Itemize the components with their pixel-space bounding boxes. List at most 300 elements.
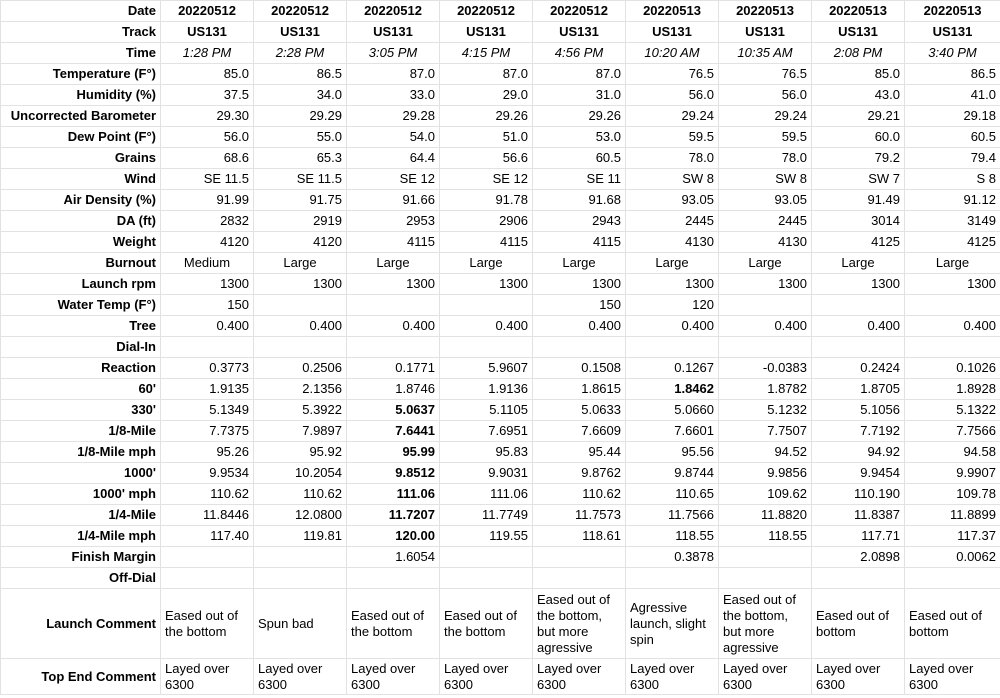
cell[interactable]: Layed over 6300 xyxy=(440,659,533,695)
cell[interactable]: 1.9135 xyxy=(161,379,254,400)
cell[interactable]: SE 11 xyxy=(533,169,626,190)
cell[interactable]: 60.5 xyxy=(533,148,626,169)
cell[interactable] xyxy=(347,337,440,358)
cell[interactable]: 9.9534 xyxy=(161,463,254,484)
cell[interactable]: 11.7566 xyxy=(626,505,719,526)
row-label[interactable]: 60' xyxy=(1,379,161,400)
cell[interactable]: 2919 xyxy=(254,211,347,232)
cell[interactable]: -0.0383 xyxy=(719,358,812,379)
cell[interactable]: 56.6 xyxy=(440,148,533,169)
cell[interactable]: 91.12 xyxy=(905,190,1000,211)
cell[interactable]: US131 xyxy=(440,22,533,43)
cell[interactable]: 95.83 xyxy=(440,442,533,463)
cell[interactable]: SW 8 xyxy=(719,169,812,190)
cell[interactable]: Large xyxy=(440,253,533,274)
cell[interactable]: 43.0 xyxy=(812,85,905,106)
cell[interactable] xyxy=(533,547,626,568)
cell[interactable]: Large xyxy=(347,253,440,274)
cell[interactable]: 4:56 PM xyxy=(533,43,626,64)
cell[interactable]: 2943 xyxy=(533,211,626,232)
cell[interactable]: 5.1349 xyxy=(161,400,254,421)
cell[interactable]: 4:15 PM xyxy=(440,43,533,64)
cell[interactable]: 76.5 xyxy=(719,64,812,85)
cell[interactable]: 10:35 AM xyxy=(719,43,812,64)
row-label[interactable]: Launch Comment xyxy=(1,589,161,659)
row-label[interactable]: Reaction xyxy=(1,358,161,379)
cell[interactable] xyxy=(905,337,1000,358)
cell[interactable] xyxy=(254,568,347,589)
cell[interactable]: 118.55 xyxy=(626,526,719,547)
cell[interactable] xyxy=(440,337,533,358)
cell[interactable]: 95.26 xyxy=(161,442,254,463)
cell[interactable]: 2832 xyxy=(161,211,254,232)
cell[interactable]: US131 xyxy=(719,22,812,43)
row-label[interactable]: Off-Dial xyxy=(1,568,161,589)
cell[interactable] xyxy=(812,295,905,316)
cell[interactable]: 93.05 xyxy=(719,190,812,211)
cell[interactable]: 1300 xyxy=(347,274,440,295)
cell[interactable]: 0.400 xyxy=(533,316,626,337)
cell[interactable]: 4125 xyxy=(812,232,905,253)
cell[interactable]: 118.55 xyxy=(719,526,812,547)
cell[interactable]: 60.5 xyxy=(905,127,1000,148)
cell[interactable]: US131 xyxy=(254,22,347,43)
cell[interactable]: Agressive launch, slight spin xyxy=(626,589,719,659)
cell[interactable]: 11.8446 xyxy=(161,505,254,526)
cell[interactable]: 95.92 xyxy=(254,442,347,463)
cell[interactable]: 51.0 xyxy=(440,127,533,148)
cell[interactable]: 29.21 xyxy=(812,106,905,127)
cell[interactable]: 0.0062 xyxy=(905,547,1000,568)
cell[interactable]: 91.68 xyxy=(533,190,626,211)
cell[interactable]: 2953 xyxy=(347,211,440,232)
cell[interactable]: 29.30 xyxy=(161,106,254,127)
cell[interactable]: 4125 xyxy=(905,232,1000,253)
cell[interactable]: 117.37 xyxy=(905,526,1000,547)
cell[interactable]: 109.62 xyxy=(719,484,812,505)
cell[interactable]: US131 xyxy=(161,22,254,43)
row-label[interactable]: Dew Point (F°) xyxy=(1,127,161,148)
cell[interactable]: 20220512 xyxy=(533,1,626,22)
cell[interactable]: Layed over 6300 xyxy=(905,659,1000,695)
cell[interactable]: 2906 xyxy=(440,211,533,232)
cell[interactable]: 86.5 xyxy=(905,64,1000,85)
cell[interactable]: Large xyxy=(254,253,347,274)
cell[interactable] xyxy=(626,568,719,589)
cell[interactable]: US131 xyxy=(905,22,1000,43)
cell[interactable]: 9.9454 xyxy=(812,463,905,484)
cell[interactable]: Layed over 6300 xyxy=(254,659,347,695)
cell[interactable]: 0.1026 xyxy=(905,358,1000,379)
cell[interactable]: 111.06 xyxy=(347,484,440,505)
cell[interactable] xyxy=(254,337,347,358)
cell[interactable]: Eased out of the bottom, but more agressive xyxy=(719,589,812,659)
cell[interactable]: 117.71 xyxy=(812,526,905,547)
cell[interactable]: SE 12 xyxy=(347,169,440,190)
cell[interactable]: 5.1056 xyxy=(812,400,905,421)
cell[interactable]: 5.3922 xyxy=(254,400,347,421)
row-label[interactable]: Track xyxy=(1,22,161,43)
cell[interactable]: 118.61 xyxy=(533,526,626,547)
cell[interactable]: 5.1232 xyxy=(719,400,812,421)
cell[interactable]: 29.24 xyxy=(626,106,719,127)
cell[interactable]: 1300 xyxy=(905,274,1000,295)
cell[interactable]: 5.0637 xyxy=(347,400,440,421)
cell[interactable]: 31.0 xyxy=(533,85,626,106)
cell[interactable]: 93.05 xyxy=(626,190,719,211)
cell[interactable]: 68.6 xyxy=(161,148,254,169)
cell[interactable]: 150 xyxy=(161,295,254,316)
cell[interactable]: 91.78 xyxy=(440,190,533,211)
cell[interactable]: SE 11.5 xyxy=(254,169,347,190)
cell[interactable]: 111.06 xyxy=(440,484,533,505)
cell[interactable]: Spun bad xyxy=(254,589,347,659)
cell[interactable]: Layed over 6300 xyxy=(161,659,254,695)
cell[interactable]: 64.4 xyxy=(347,148,440,169)
cell[interactable]: 10.2054 xyxy=(254,463,347,484)
cell[interactable] xyxy=(254,295,347,316)
cell[interactable]: 7.6441 xyxy=(347,421,440,442)
row-label[interactable]: 1000' mph xyxy=(1,484,161,505)
cell[interactable]: 110.62 xyxy=(533,484,626,505)
row-label[interactable]: Dial-In xyxy=(1,337,161,358)
cell[interactable]: 29.26 xyxy=(533,106,626,127)
cell[interactable]: 1.8782 xyxy=(719,379,812,400)
cell[interactable]: 7.7507 xyxy=(719,421,812,442)
cell[interactable]: 2.1356 xyxy=(254,379,347,400)
cell[interactable]: 0.1267 xyxy=(626,358,719,379)
cell[interactable]: 87.0 xyxy=(347,64,440,85)
cell[interactable]: 7.9897 xyxy=(254,421,347,442)
cell[interactable]: 2445 xyxy=(626,211,719,232)
cell[interactable]: Large xyxy=(626,253,719,274)
cell[interactable]: 78.0 xyxy=(626,148,719,169)
cell[interactable]: 12.0800 xyxy=(254,505,347,526)
cell[interactable]: 1300 xyxy=(161,274,254,295)
cell[interactable]: 5.1105 xyxy=(440,400,533,421)
cell[interactable]: 0.400 xyxy=(905,316,1000,337)
row-label[interactable]: 1/4-Mile xyxy=(1,505,161,526)
cell[interactable]: 110.62 xyxy=(254,484,347,505)
cell[interactable]: 20220512 xyxy=(161,1,254,22)
cell[interactable]: 20220513 xyxy=(905,1,1000,22)
cell[interactable]: 3:05 PM xyxy=(347,43,440,64)
cell[interactable]: 37.5 xyxy=(161,85,254,106)
cell[interactable]: 0.400 xyxy=(812,316,905,337)
cell[interactable]: 10:20 AM xyxy=(626,43,719,64)
cell[interactable]: 4130 xyxy=(626,232,719,253)
row-label[interactable]: Launch rpm xyxy=(1,274,161,295)
cell[interactable]: 3014 xyxy=(812,211,905,232)
cell[interactable]: 120.00 xyxy=(347,526,440,547)
cell[interactable]: 20220513 xyxy=(719,1,812,22)
cell[interactable]: 119.55 xyxy=(440,526,533,547)
cell[interactable]: 150 xyxy=(533,295,626,316)
cell[interactable]: 1.9136 xyxy=(440,379,533,400)
cell[interactable]: 2:08 PM xyxy=(812,43,905,64)
row-label[interactable]: Finish Margin xyxy=(1,547,161,568)
cell[interactable]: 11.7573 xyxy=(533,505,626,526)
cell[interactable]: 94.92 xyxy=(812,442,905,463)
cell[interactable]: 117.40 xyxy=(161,526,254,547)
row-label[interactable]: Weight xyxy=(1,232,161,253)
cell[interactable]: 20220512 xyxy=(440,1,533,22)
cell[interactable]: Large xyxy=(812,253,905,274)
cell[interactable]: Eased out of the bottom, but more agressive xyxy=(533,589,626,659)
row-label[interactable]: Uncorrected Barometer xyxy=(1,106,161,127)
cell[interactable]: Layed over 6300 xyxy=(626,659,719,695)
cell[interactable]: 5.1322 xyxy=(905,400,1000,421)
row-label[interactable]: Top End Comment xyxy=(1,659,161,695)
cell[interactable]: 87.0 xyxy=(440,64,533,85)
cell[interactable]: Layed over 6300 xyxy=(347,659,440,695)
cell[interactable]: 5.9607 xyxy=(440,358,533,379)
cell[interactable]: 85.0 xyxy=(812,64,905,85)
cell[interactable]: 2.0898 xyxy=(812,547,905,568)
row-label[interactable]: Water Temp (F°) xyxy=(1,295,161,316)
cell[interactable]: 4130 xyxy=(719,232,812,253)
cell[interactable]: 3149 xyxy=(905,211,1000,232)
cell[interactable]: Eased out of the bottom xyxy=(440,589,533,659)
cell[interactable]: 4120 xyxy=(161,232,254,253)
cell[interactable]: 20220513 xyxy=(812,1,905,22)
cell[interactable] xyxy=(254,547,347,568)
cell[interactable]: 56.0 xyxy=(161,127,254,148)
cell[interactable] xyxy=(440,568,533,589)
cell[interactable]: 110.65 xyxy=(626,484,719,505)
cell[interactable]: 0.2506 xyxy=(254,358,347,379)
cell[interactable]: 59.5 xyxy=(719,127,812,148)
cell[interactable]: 20220513 xyxy=(626,1,719,22)
cell[interactable]: SW 7 xyxy=(812,169,905,190)
cell[interactable]: 9.9907 xyxy=(905,463,1000,484)
cell[interactable]: 65.3 xyxy=(254,148,347,169)
cell[interactable] xyxy=(347,568,440,589)
cell[interactable]: 1300 xyxy=(440,274,533,295)
cell[interactable]: 11.8899 xyxy=(905,505,1000,526)
cell[interactable]: 53.0 xyxy=(533,127,626,148)
cell[interactable]: Medium xyxy=(161,253,254,274)
cell[interactable]: Eased out of bottom xyxy=(905,589,1000,659)
cell[interactable] xyxy=(347,295,440,316)
cell[interactable]: 1.8705 xyxy=(812,379,905,400)
cell[interactable]: 120 xyxy=(626,295,719,316)
cell[interactable]: 29.0 xyxy=(440,85,533,106)
cell[interactable] xyxy=(533,337,626,358)
cell[interactable]: 1300 xyxy=(533,274,626,295)
cell[interactable]: 9.8744 xyxy=(626,463,719,484)
cell[interactable]: 109.78 xyxy=(905,484,1000,505)
cell[interactable]: 87.0 xyxy=(533,64,626,85)
cell[interactable] xyxy=(812,568,905,589)
cell[interactable]: 29.29 xyxy=(254,106,347,127)
cell[interactable]: 0.400 xyxy=(347,316,440,337)
cell[interactable]: 94.52 xyxy=(719,442,812,463)
row-label[interactable]: 330' xyxy=(1,400,161,421)
cell[interactable]: 0.400 xyxy=(626,316,719,337)
cell[interactable]: US131 xyxy=(626,22,719,43)
cell[interactable]: 79.2 xyxy=(812,148,905,169)
cell[interactable]: 29.26 xyxy=(440,106,533,127)
cell[interactable]: 7.7375 xyxy=(161,421,254,442)
cell[interactable]: 9.9031 xyxy=(440,463,533,484)
cell[interactable]: US131 xyxy=(533,22,626,43)
cell[interactable]: S 8 xyxy=(905,169,1000,190)
cell[interactable]: 95.56 xyxy=(626,442,719,463)
cell[interactable] xyxy=(905,295,1000,316)
cell[interactable]: 2445 xyxy=(719,211,812,232)
cell[interactable] xyxy=(626,337,719,358)
row-label[interactable]: Tree xyxy=(1,316,161,337)
cell[interactable]: 5.0660 xyxy=(626,400,719,421)
cell[interactable]: 1300 xyxy=(812,274,905,295)
cell[interactable]: 0.400 xyxy=(440,316,533,337)
cell[interactable]: 9.9856 xyxy=(719,463,812,484)
cell[interactable]: 7.6951 xyxy=(440,421,533,442)
cell[interactable]: 29.18 xyxy=(905,106,1000,127)
cell[interactable] xyxy=(719,568,812,589)
cell[interactable]: 1300 xyxy=(254,274,347,295)
cell[interactable]: 1:28 PM xyxy=(161,43,254,64)
cell[interactable]: 119.81 xyxy=(254,526,347,547)
row-label[interactable]: DA (ft) xyxy=(1,211,161,232)
cell[interactable]: 1300 xyxy=(626,274,719,295)
row-label[interactable]: Time xyxy=(1,43,161,64)
cell[interactable]: 110.190 xyxy=(812,484,905,505)
cell[interactable] xyxy=(440,547,533,568)
cell[interactable]: 78.0 xyxy=(719,148,812,169)
cell[interactable]: 0.400 xyxy=(719,316,812,337)
cell[interactable]: 4115 xyxy=(347,232,440,253)
cell[interactable]: Large xyxy=(719,253,812,274)
cell[interactable]: 0.3773 xyxy=(161,358,254,379)
cell[interactable]: Large xyxy=(905,253,1000,274)
cell[interactable]: 60.0 xyxy=(812,127,905,148)
cell[interactable]: 1.6054 xyxy=(347,547,440,568)
cell[interactable]: Eased out of the bottom xyxy=(347,589,440,659)
cell[interactable]: 2:28 PM xyxy=(254,43,347,64)
cell[interactable]: Eased out of the bottom xyxy=(161,589,254,659)
cell[interactable]: 1.8746 xyxy=(347,379,440,400)
cell[interactable]: 9.8512 xyxy=(347,463,440,484)
cell[interactable]: 11.7749 xyxy=(440,505,533,526)
cell[interactable]: 55.0 xyxy=(254,127,347,148)
cell[interactable]: 95.99 xyxy=(347,442,440,463)
cell[interactable]: Large xyxy=(533,253,626,274)
cell[interactable]: 1.8928 xyxy=(905,379,1000,400)
cell[interactable] xyxy=(719,337,812,358)
row-label[interactable]: Wind xyxy=(1,169,161,190)
row-label[interactable]: Temperature (F°) xyxy=(1,64,161,85)
cell[interactable]: SW 8 xyxy=(626,169,719,190)
cell[interactable]: 1300 xyxy=(719,274,812,295)
cell[interactable]: 41.0 xyxy=(905,85,1000,106)
cell[interactable]: 94.58 xyxy=(905,442,1000,463)
cell[interactable]: 5.0633 xyxy=(533,400,626,421)
cell[interactable]: 33.0 xyxy=(347,85,440,106)
cell[interactable]: 54.0 xyxy=(347,127,440,148)
cell[interactable]: 0.3878 xyxy=(626,547,719,568)
cell[interactable]: 29.28 xyxy=(347,106,440,127)
cell[interactable]: 0.400 xyxy=(254,316,347,337)
cell[interactable]: 7.6609 xyxy=(533,421,626,442)
cell[interactable]: 59.5 xyxy=(626,127,719,148)
cell[interactable]: 0.2424 xyxy=(812,358,905,379)
cell[interactable]: 110.62 xyxy=(161,484,254,505)
cell[interactable]: 3:40 PM xyxy=(905,43,1000,64)
cell[interactable]: US131 xyxy=(812,22,905,43)
cell[interactable]: 29.24 xyxy=(719,106,812,127)
cell[interactable]: 0.400 xyxy=(161,316,254,337)
cell[interactable] xyxy=(719,547,812,568)
cell[interactable]: 11.8387 xyxy=(812,505,905,526)
cell[interactable]: 91.75 xyxy=(254,190,347,211)
cell[interactable]: 0.1508 xyxy=(533,358,626,379)
row-label[interactable]: 1/8-Mile xyxy=(1,421,161,442)
cell[interactable]: 11.7207 xyxy=(347,505,440,526)
cell[interactable]: 76.5 xyxy=(626,64,719,85)
cell[interactable] xyxy=(161,568,254,589)
cell[interactable]: 11.8820 xyxy=(719,505,812,526)
cell[interactable]: Layed over 6300 xyxy=(812,659,905,695)
cell[interactable]: US131 xyxy=(347,22,440,43)
cell[interactable]: 1.8462 xyxy=(626,379,719,400)
cell[interactable]: 4120 xyxy=(254,232,347,253)
cell[interactable]: SE 12 xyxy=(440,169,533,190)
cell[interactable]: 9.8762 xyxy=(533,463,626,484)
cell[interactable]: SE 11.5 xyxy=(161,169,254,190)
cell[interactable]: 20220512 xyxy=(254,1,347,22)
cell[interactable]: 7.6601 xyxy=(626,421,719,442)
cell[interactable] xyxy=(812,337,905,358)
cell[interactable]: Eased out of bottom xyxy=(812,589,905,659)
cell[interactable]: 91.66 xyxy=(347,190,440,211)
cell[interactable]: Layed over 6300 xyxy=(719,659,812,695)
cell[interactable] xyxy=(719,295,812,316)
row-label[interactable]: Humidity (%) xyxy=(1,85,161,106)
cell[interactable]: 56.0 xyxy=(719,85,812,106)
cell[interactable] xyxy=(905,568,1000,589)
cell[interactable]: 79.4 xyxy=(905,148,1000,169)
row-label[interactable]: Grains xyxy=(1,148,161,169)
row-label[interactable]: Air Density (%) xyxy=(1,190,161,211)
cell[interactable]: 56.0 xyxy=(626,85,719,106)
cell[interactable]: 34.0 xyxy=(254,85,347,106)
cell[interactable] xyxy=(161,337,254,358)
cell[interactable]: 95.44 xyxy=(533,442,626,463)
row-label[interactable]: 1/4-Mile mph xyxy=(1,526,161,547)
row-label[interactable]: 1/8-Mile mph xyxy=(1,442,161,463)
cell[interactable]: 85.0 xyxy=(161,64,254,85)
row-label[interactable]: 1000' xyxy=(1,463,161,484)
cell[interactable]: Layed over 6300 xyxy=(533,659,626,695)
cell[interactable] xyxy=(161,547,254,568)
cell[interactable]: 4115 xyxy=(440,232,533,253)
cell[interactable]: 20220512 xyxy=(347,1,440,22)
cell[interactable]: 86.5 xyxy=(254,64,347,85)
cell[interactable]: 91.49 xyxy=(812,190,905,211)
row-label[interactable]: Burnout xyxy=(1,253,161,274)
cell[interactable] xyxy=(533,568,626,589)
cell[interactable]: 1.8615 xyxy=(533,379,626,400)
cell[interactable]: 7.7566 xyxy=(905,421,1000,442)
cell[interactable] xyxy=(440,295,533,316)
cell[interactable]: 0.1771 xyxy=(347,358,440,379)
cell[interactable]: 91.99 xyxy=(161,190,254,211)
cell[interactable]: 7.7192 xyxy=(812,421,905,442)
cell[interactable]: 4115 xyxy=(533,232,626,253)
row-label[interactable]: Date xyxy=(1,1,161,22)
